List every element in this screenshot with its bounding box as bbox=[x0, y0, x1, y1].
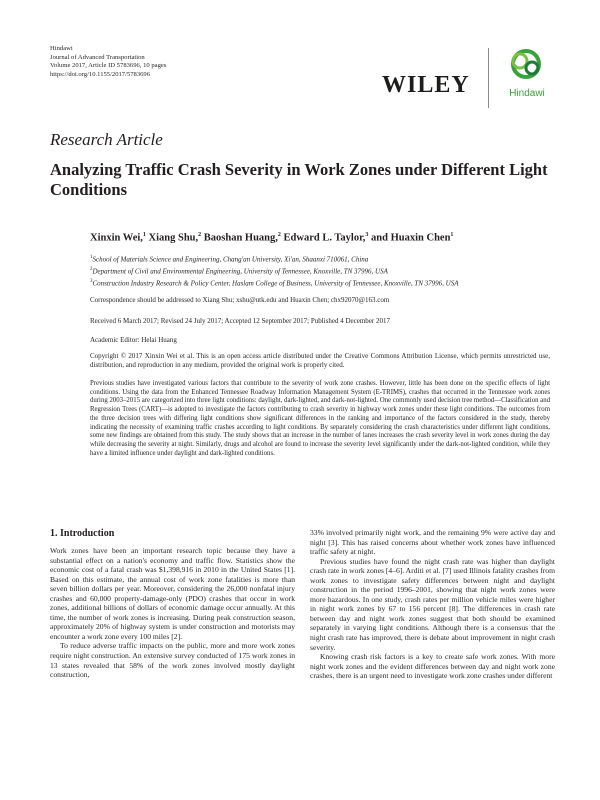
abstract: Previous studies have investigated various factors that contribute to the severity of work zone crashes. However, little has been done on the specific effects of light conditions. Using the data from the Enhanced Tennessee Roadway Information Management System (E-TRIMS), crashes that occurred in the Tennessee work zones during 2003–2015 are categorized into three light conditions: daylight, dark-lighted, and dark-not-lighted. One commonly used decision tree method—Classification and Regression Trees (CART)—is adopted to investigate the factors contributing to crash severity in highway work zones under these light conditions. The outcomes from the three decision trees with differing light conditions show significant differences in the ranking and importance of the factors considered in the study, thereby indicating the necessity of examining traffic crashes according to light conditions. By separately considering the crash characteristics under different light conditions, some new findings are obtained from this study. The study shows that an increase in the number of lanes increases the crash severity level in work zones during the day while decreasing the severity at night. Similarly, drugs and alcohol are found to increase the severity level significantly under the dark-not-lighted condition, while they have a limited influence under daylight and dark-lighted conditions. bbox=[90, 380, 550, 457]
author-list bbox=[90, 232, 453, 244]
author-name[interactable]: Edward L. Taylor, bbox=[283, 232, 366, 244]
body-paragraph: Knowing crash risk factors is a key to create safe work zones. With more night work zones and the evident differences between day and night work zone crashes, there is an urgent need to investigate work zone crashes under different bbox=[310, 652, 555, 681]
affiliation-text: Construction Industry Research & Policy Center, Haslam College of Business, University of Tennessee, Knoxville, TN 37996, USA bbox=[92, 279, 459, 288]
body-paragraph: To reduce adverse traffic impacts on the public, more and more work zones require night construction. An extensive survey conducted of 175 work zones in 13 states revealed that 58% of the work zones involved mostly daylight construction, bbox=[50, 641, 295, 680]
affiliation bbox=[90, 265, 560, 276]
hindawi-logo-icon bbox=[503, 44, 549, 84]
affiliation-text: School of Materials Science and Engineering, Chang'an University, Xi'an, Shaanxi 710061, China bbox=[92, 255, 369, 264]
body-paragraph: Work zones have been an important research topic because they have a substantial effect on a nation's economy and traffic flow. Statistics show the economic cost of a fatal crash was $1,398,916 in 2010 in the United States [1]. Based on this estimate, the annual cost of work zone fatalities is more than seven billion dollars per year. Moreover, considering the 26,000 nonfatal injury crashes and 60,000 property-damage-only (PDO) crashes that occur in work zones, additional billions of dollars of economic damage occur annually. At this time, the number of work zones is increasing. During peak construction season, approximately 20% of highway system is under construction and motorists may encounter a work zone every 100 miles [2]. bbox=[50, 546, 295, 641]
logo-divider bbox=[488, 48, 489, 108]
author-name[interactable]: and Huaxin Chen bbox=[371, 232, 451, 244]
author-affil-sup: 3 bbox=[365, 232, 369, 238]
author-affil-sup: 2 bbox=[277, 232, 281, 238]
journal-header bbox=[50, 45, 290, 79]
author-name[interactable]: Baoshan Huang, bbox=[203, 232, 278, 244]
affiliation bbox=[90, 253, 560, 264]
article-title: Analyzing Traffic Crash Severity in Work Zones under Different Light Conditions bbox=[50, 160, 548, 199]
affiliation-sup: 2 bbox=[90, 267, 93, 272]
affiliation-sup: 3 bbox=[90, 279, 93, 284]
section-heading: 1. Introduction bbox=[50, 528, 115, 539]
publisher-name: Hindawi bbox=[50, 45, 73, 52]
hindawi-logo-text: Hindawi bbox=[509, 88, 545, 99]
publication-dates: Received 6 March 2017; Revised 24 July 2017; Accepted 12 September 2017; Published 4 December 2017 bbox=[90, 317, 390, 325]
correspondence: Correspondence should be addressed to Xiang Shu; xshu@utk.edu and Huaxin Chen; chx92070@163.com bbox=[90, 296, 390, 304]
author-name[interactable]: Xinxin Wei, bbox=[90, 232, 143, 244]
copyright-notice: Copyright © 2017 Xinxin Wei et al. This is an open access article distributed under the Creative Commons Attribution License, which permits unrestricted use, distribution, and reproduction in any medium, provided the original work is properly cited. bbox=[90, 352, 550, 370]
author-name[interactable]: Xiang Shu, bbox=[148, 232, 199, 244]
author-affil-sup: 1 bbox=[450, 232, 454, 238]
doi-link[interactable]: https://doi.org/10.1155/2017/5783696 bbox=[50, 70, 151, 78]
academic-editor: Academic Editor: Helai Huang bbox=[90, 336, 177, 344]
body-paragraph: Previous studies have found the night crash rate was higher than daylight crash rate in work zones [4–6]. Arditi et al. [7] used Illinois fatality crashes from work zones to investigate safety differences between night and daylight construction in the period 1996–2001, showing that night work zones were more hazardous. In one study, crash rates per million vehicle miles were higher in night work zones by 67 to 156 percent [8]. The differences in crash rate between day and night work zones suggest that both should be examined separately in varying light conditions. Although there is a consensus that the night crash rate has improved, there is debate about improvement in night crash severity. bbox=[310, 556, 555, 652]
body-paragraph: 33% involved primarily night work, and the remaining 9% were active day and night [3]. This has raised concerns about whether work zones have influenced traffic safety at night. bbox=[310, 528, 555, 557]
article-type: Research Article bbox=[50, 130, 163, 149]
author-affil-sup: 1 bbox=[142, 232, 146, 238]
affiliation-sup: 1 bbox=[90, 255, 93, 260]
affiliation-text: Department of Civil and Environmental Engineering, University of Tennessee, Knoxville, TN 37996, USA bbox=[92, 267, 388, 276]
wiley-logo: WILEY bbox=[382, 72, 470, 98]
body-column-left bbox=[50, 546, 295, 680]
journal-name: Journal of Advanced Transportation bbox=[50, 53, 145, 61]
body-column-right bbox=[310, 528, 555, 681]
volume-info: Volume 2017, Article ID 5783696, 10 pages bbox=[50, 62, 167, 70]
author-affil-sup: 2 bbox=[198, 232, 202, 238]
affiliation bbox=[90, 277, 560, 288]
